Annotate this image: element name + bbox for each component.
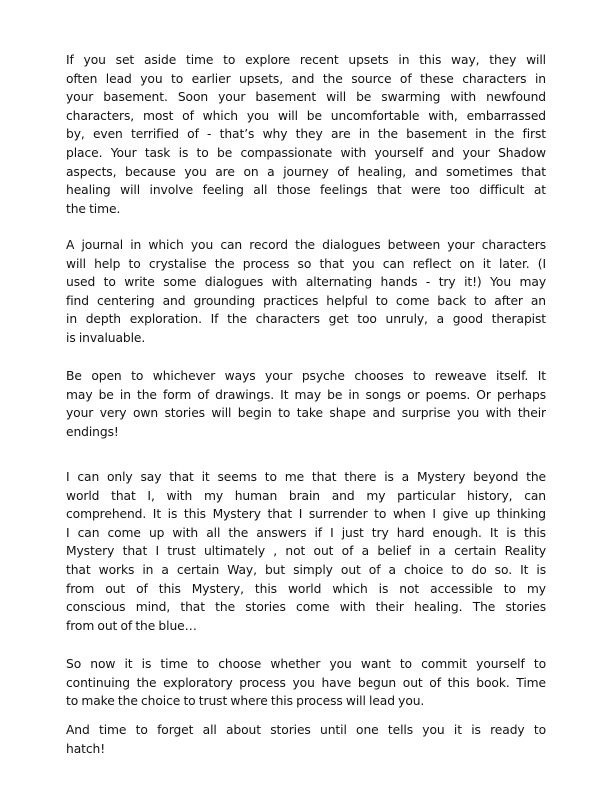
text-line: So now it is time to choose whether you want to commit yourself to (66, 657, 546, 671)
paragraph-mystery (66, 468, 546, 635)
text-line: And time to forget all about stories until one tells you it is ready to (66, 723, 546, 737)
text-line: by, even terrified of - that’s why they are in the basement in the first (66, 127, 546, 142)
text-line: from out of this Mystery, this world which is not accessible to my (66, 581, 546, 596)
text-line: comprehend. It is this Mystery that I surrender to when I give up thinking (66, 507, 546, 522)
text-line: from out of the blue… (66, 618, 197, 633)
text-line: may be in the form of drawings. It may be in songs or poems. Or perhaps (66, 387, 546, 402)
text-line: conscious mind, that the stories come with their healing. The stories (66, 600, 546, 615)
text-line: Be open to whichever ways your psyche chooses to reweave itself. It (66, 369, 546, 383)
text-line: aspects, because you are on a journey of healing, and sometimes that (66, 164, 546, 179)
text-line: that works in a certain Way, but simply out of a choice to do so. It is (66, 562, 546, 577)
text-line: will help to crystalise the process so that you can reflect on it later. (I (66, 256, 546, 271)
text-line: If you set aside time to explore recent upsets in this way, they will (66, 53, 546, 67)
text-line: often lead you to earlier upsets, and the source of these characters in (66, 71, 546, 86)
text-line: endings! (66, 424, 119, 439)
paragraph-exploring-upsets (66, 51, 546, 218)
text-line: is invaluable. (66, 330, 146, 345)
text-line: find centering and grounding practices helpful to come back to after an (66, 293, 546, 308)
text-line: characters, most of which you will be uncomfortable with, embarrassed (66, 108, 546, 123)
text-line: continuing the exploratory process you have begun out of this book. Time (66, 675, 546, 690)
text-line: Mystery that I trust ultimately , not out of a belief in a certain Reality (66, 544, 546, 559)
text-line: your very own stories will begin to take shape and surprise you with their (66, 406, 546, 421)
text-line: A journal in which you can record the dialogues between your characters (66, 238, 546, 252)
text-line: hatch! (66, 741, 106, 756)
text-line: to make the choice to trust where this process will lead you. (66, 694, 425, 709)
paragraph-be-open (66, 367, 546, 441)
text-line: used to write some dialogues with alternating hands - try it!) You may (66, 275, 546, 290)
text-line: place. Your task is to be compassionate with yourself and your Shadow (66, 145, 546, 160)
paragraph-hatch (66, 721, 546, 758)
text-line: I can only say that it seems to me that there is a Mystery beyond the (66, 470, 546, 484)
text-line: healing will involve feeling all those feelings that were too difficult at (66, 183, 546, 198)
text-line: the time. (66, 201, 121, 216)
text-line: I can come up with all the answers if I just try hard enough. It is this (66, 525, 546, 540)
text-line: in depth exploration. If the characters get too unruly, a good therapist (66, 312, 546, 327)
text-line: world that I, with my human brain and my particular history, can (66, 488, 546, 503)
paragraph-commit (66, 655, 546, 711)
paragraph-journal (66, 236, 546, 348)
text-line: your basement. Soon your basement will be swarming with newfound (66, 90, 546, 105)
